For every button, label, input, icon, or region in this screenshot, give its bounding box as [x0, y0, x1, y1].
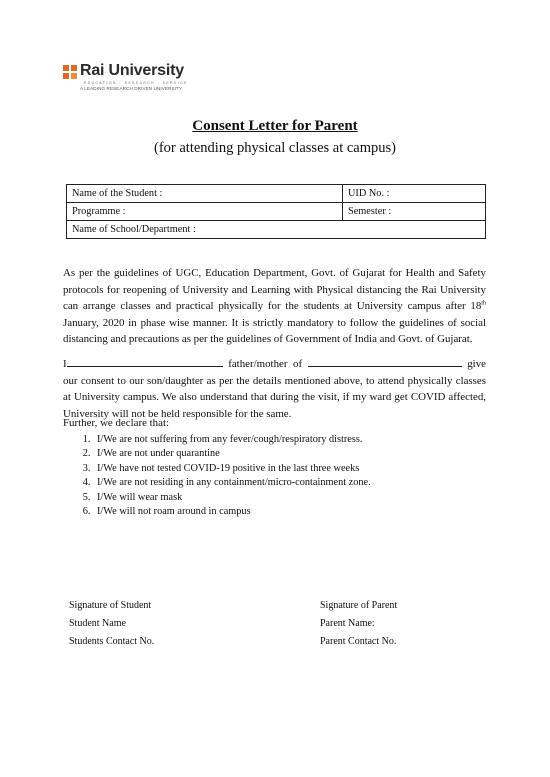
document-subtitle: (for attending physical classes at campus)	[154, 140, 396, 156]
declaration-heading: Further, we declare that:	[63, 417, 170, 429]
consent-relation: father/mother of	[228, 358, 303, 370]
uid-cell[interactable]: UID No. :	[343, 185, 486, 203]
guidelines-paragraph	[63, 265, 486, 348]
student-info-table	[66, 184, 486, 239]
list-item: 6. I/We will not roam around in campus	[93, 505, 371, 519]
list-item: 2. I/We are not under quarantine	[93, 447, 371, 461]
logo-tagline: A LEADING RESEARCH DRIVEN UNIVERSITY	[80, 86, 183, 91]
list-item: 3. I/We have not tested COVID-19 positive in the last three weeks	[93, 462, 371, 476]
parent-contact-label: Parent Contact No.	[320, 636, 397, 647]
consent-i: I	[63, 358, 67, 370]
table-row	[67, 185, 486, 203]
student-contact-label: Students Contact No.	[69, 636, 155, 647]
table-row	[67, 203, 486, 221]
parent-name-blank[interactable]	[67, 356, 223, 367]
logo-name: Rai University	[80, 62, 184, 79]
guidelines-text-start: As per the guidelines of UGC, Education Department, Govt. of Gujarat for Health and Safety protocols for reopening of University and Learning with Physical distancing the Rai University can arrange classes and practical physically for the students at University campus after 18	[63, 267, 486, 312]
semester-cell[interactable]: Semester :	[343, 203, 486, 221]
consent-text: give our consent to our son/daughter as per the details mentioned above, to attend physically classes at University campus. We also understand that during the visit, if my ward get COVID affected, University will not be held responsible for the same.	[63, 358, 486, 420]
list-item: 1. I/We are not suffering from any fever/cough/respiratory distress.	[93, 433, 371, 447]
programme-cell[interactable]: Programme :	[67, 203, 343, 221]
logo-small-tagline: EDUCATION · RESEARCH · SERVICE	[84, 81, 188, 85]
declaration-list	[63, 433, 371, 519]
rai-logo-icon	[63, 65, 77, 79]
parent-name-label: Parent Name:	[320, 618, 375, 629]
student-signature-label: Signature of Student	[69, 600, 152, 611]
ward-name-blank[interactable]	[308, 356, 462, 367]
school-cell[interactable]: Name of School/Department :	[67, 221, 486, 239]
consent-paragraph	[63, 356, 486, 422]
student-name-label: Student Name	[69, 618, 126, 629]
table-row	[67, 221, 486, 239]
list-item: 5. I/We will wear mask	[93, 491, 371, 505]
student-name-cell[interactable]: Name of the Student :	[67, 185, 343, 203]
parent-signature-label: Signature of Parent	[320, 600, 398, 611]
ordinal-suffix: th	[481, 300, 486, 307]
guidelines-text-end: January, 2020 in phase wise manner. It is strictly mandatory to follow the guidelines of social distancing and precautions as per the guidelines of Government of India and Govt. of Gujarat.	[63, 316, 486, 345]
list-item: 4. I/We are not residing in any containment/micro-containment zone.	[93, 476, 371, 490]
document-title: Consent Letter for Parent	[192, 118, 358, 134]
